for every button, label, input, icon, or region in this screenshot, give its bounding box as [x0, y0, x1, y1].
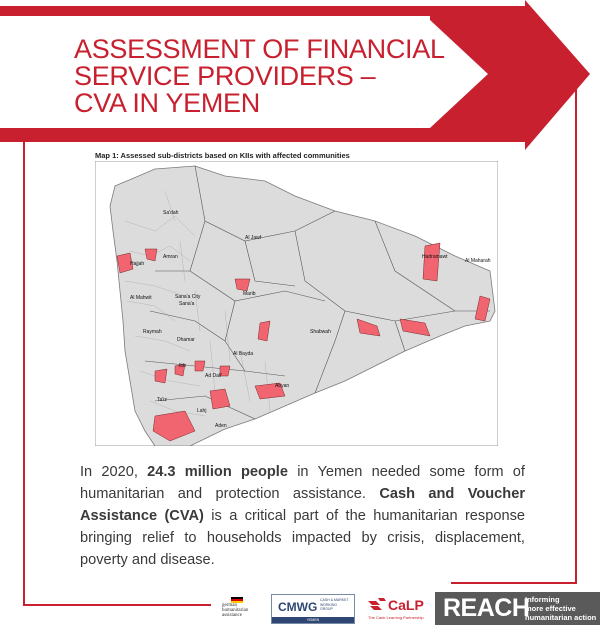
label-hadramawt: Hadramawt — [422, 254, 448, 260]
frame-left — [23, 142, 25, 606]
label-lahj: Lahj — [197, 408, 207, 414]
german-line-1: german — [222, 603, 237, 608]
label-taiz: Ta'iz — [157, 397, 167, 403]
reach-tag-1: Informing — [525, 595, 560, 604]
cmwg-logo — [271, 594, 355, 624]
calp-hands-icon — [366, 595, 388, 613]
text-cva: Cash and Voucher Assistance (CVA) — [80, 486, 525, 524]
label-saadah: Sa'dah — [163, 210, 179, 216]
frame-top-right — [537, 61, 577, 63]
frame-bottom-left — [23, 604, 211, 606]
map-caption: Map 1: Assessed sub-districts based on KIIs with affected communities — [95, 151, 350, 160]
calp-wordmark: CaLP — [388, 597, 424, 613]
label-al-mahwit: Al Mahwit — [130, 295, 152, 301]
label-al-bayda: Al Bayda — [233, 351, 254, 357]
reach-tag-3: humanitarian action — [525, 613, 597, 622]
label-ibb: Ibb — [179, 363, 186, 369]
cmwg-subtitle: CASH & MARKET WORKING GROUP — [320, 598, 349, 611]
label-sanaa: Sana'a — [179, 301, 195, 307]
label-aden: Aden — [215, 423, 227, 429]
label-dhamar: Dhamar — [177, 337, 195, 343]
title-line-2: SERVICE PROVIDERS – — [74, 61, 376, 91]
text-cva-desc: is a critical part of the humanitarian response bringing relief to households impacted by crisis, displacement, poverty and disease. — [80, 508, 525, 568]
frame-right — [575, 61, 577, 584]
german-line-3: assistance — [222, 613, 242, 618]
cmwg-wordmark: CMWG — [278, 600, 318, 614]
label-hajjah: Hajjah — [130, 261, 145, 267]
text-intro: In 2020, — [80, 464, 148, 480]
label-al-jawf: Al Jawf — [245, 235, 262, 241]
german-humanitarian-logo — [214, 597, 260, 618]
reach-tagline — [525, 595, 596, 622]
reach-wordmark: REACH — [443, 594, 530, 622]
label-shabwah: Shabwah — [310, 329, 331, 335]
page-title — [74, 36, 474, 117]
map — [95, 161, 498, 446]
german-line-2: humanitarian — [222, 608, 249, 613]
text-need: in Yemen needed some form of humanitarian and protection assistance. — [80, 464, 525, 502]
frame-bottom-right — [451, 582, 577, 584]
label-amran: Amran — [163, 254, 178, 260]
calp-subtitle: The Cash Learning Partnership — [368, 615, 424, 620]
label-al-maharah: Al Maharah — [465, 258, 491, 264]
label-sanaa-city: Sana'a City — [175, 294, 201, 300]
reach-tag-2: more effective — [525, 604, 576, 613]
reach-logo — [435, 592, 600, 625]
title-line-1: ASSESSMENT OF FINANCIAL — [74, 34, 445, 64]
label-marib: Marib — [243, 291, 256, 297]
label-abyan: Abyan — [275, 383, 290, 389]
text-people-count: 24.3 million people — [147, 464, 288, 480]
title-line-3: CVA IN YEMEN — [74, 88, 260, 118]
intro-paragraph — [80, 461, 525, 571]
label-raymah: Raymah — [143, 329, 162, 335]
cmwg-country: YEMEN — [272, 617, 354, 623]
label-ad-dali: Ad Dali' — [205, 373, 223, 379]
